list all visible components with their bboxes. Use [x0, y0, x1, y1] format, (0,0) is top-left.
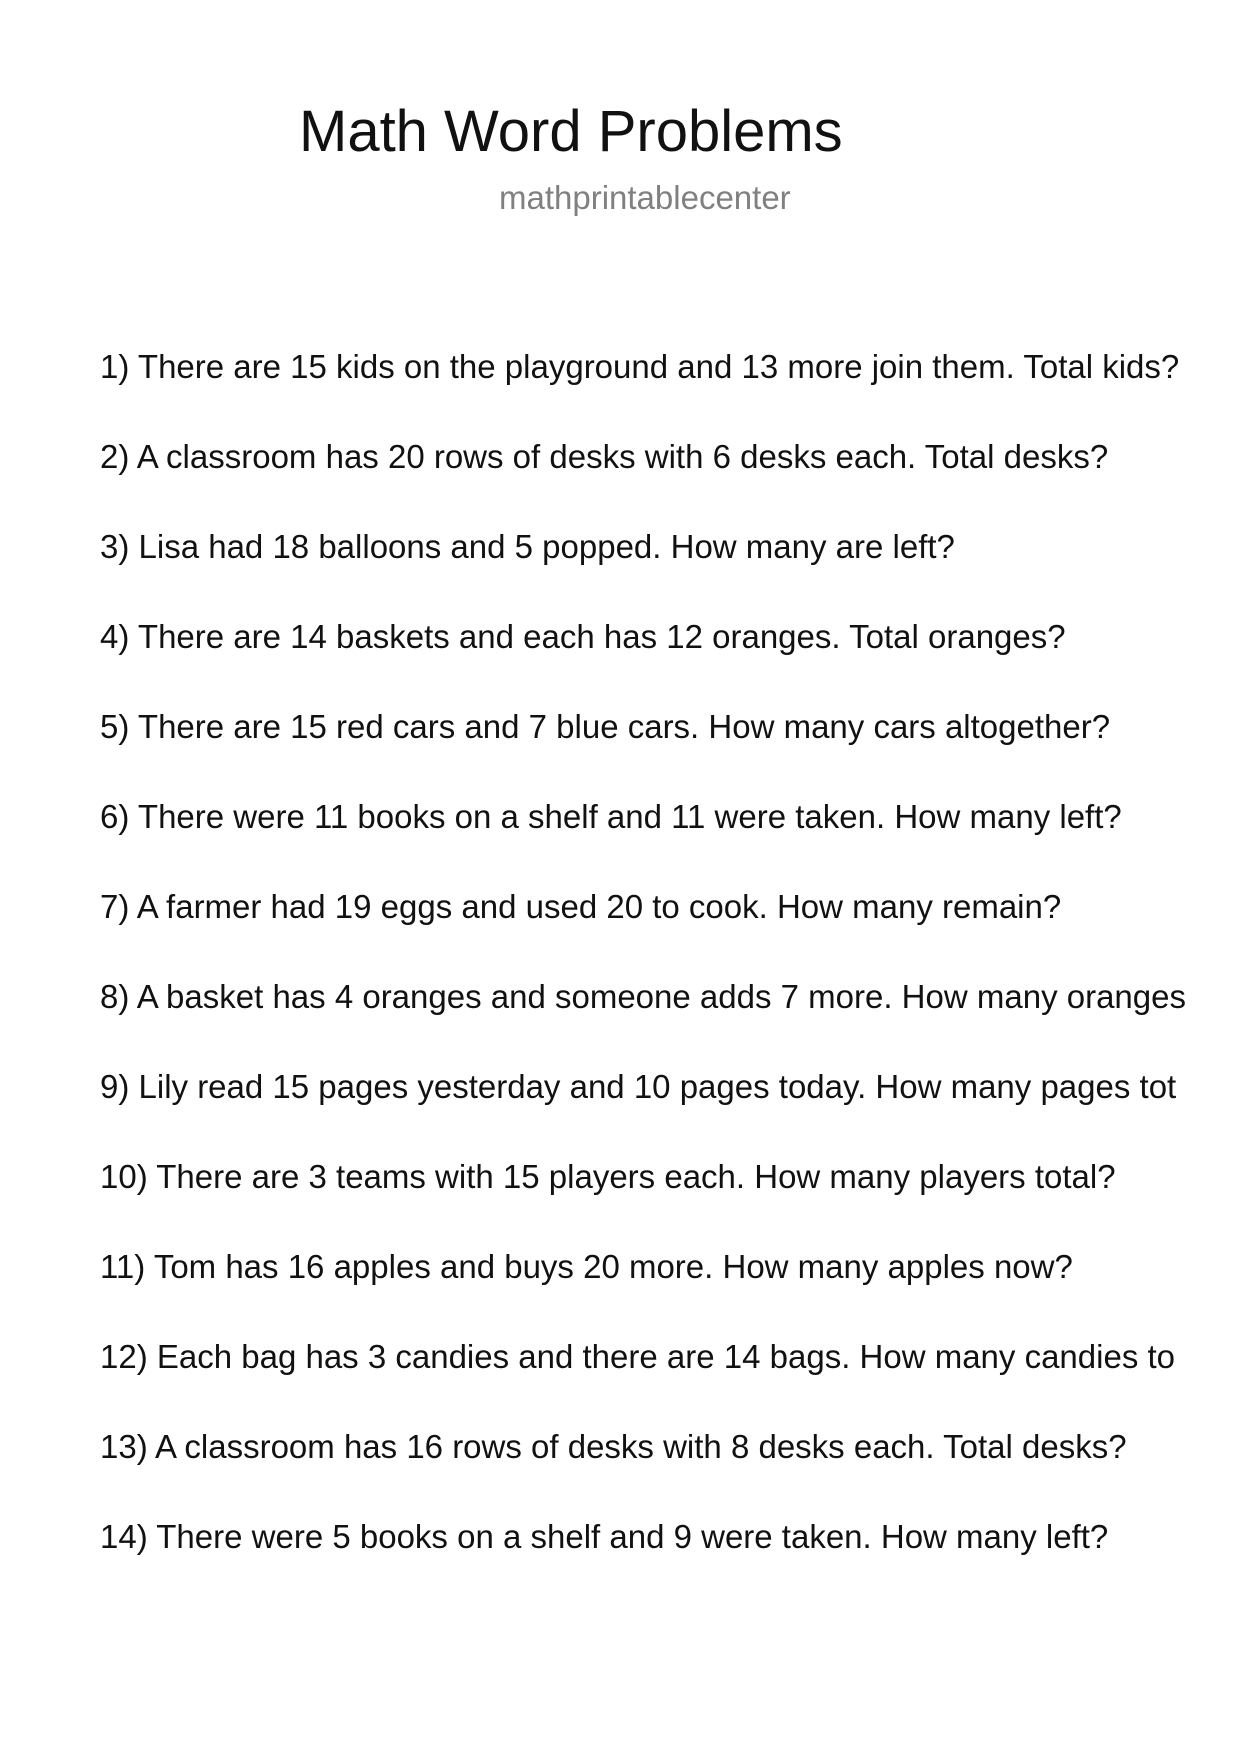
problem-item: 11) Tom has 16 apples and buys 20 more. How many apples now?	[100, 1248, 1073, 1285]
problem-item: 4) There are 14 baskets and each has 12 oranges. Total oranges?	[100, 618, 1066, 655]
problem-item: 13) A classroom has 16 rows of desks with 8 desks each. Total desks?	[100, 1428, 1127, 1465]
problem-item: 14) There were 5 books on a shelf and 9 were taken. How many left?	[100, 1518, 1109, 1555]
problem-item: 6) There were 11 books on a shelf and 11 were taken. How many left?	[100, 798, 1122, 835]
problem-item: 5) There are 15 red cars and 7 blue cars. How many cars altogether?	[100, 708, 1111, 745]
problem-item: 7) A farmer had 19 eggs and used 20 to cook. How many remain?	[100, 888, 1062, 925]
problem-item: 1) There are 15 kids on the playground and 13 more join them. Total kids?	[100, 348, 1180, 385]
problem-item: 12) Each bag has 3 candies and there are 14 bags. How many candies to	[100, 1338, 1176, 1375]
problem-item: 9) Lily read 15 pages yesterday and 10 pages today. How many pages tot	[100, 1068, 1177, 1105]
problem-item: 8) A basket has 4 oranges and someone adds 7 more. How many oranges	[100, 978, 1186, 1015]
source-subtitle: mathprintablecenter	[499, 179, 791, 216]
problem-item: 10) There are 3 teams with 15 players each. How many players total?	[100, 1158, 1116, 1195]
problem-list	[100, 347, 1240, 1607]
problem-item: 3) Lisa had 18 balloons and 5 popped. How many are left?	[100, 528, 955, 565]
problem-item: 2) A classroom has 20 rows of desks with 6 desks each. Total desks?	[100, 438, 1109, 475]
page-title: Math Word Problems	[299, 99, 843, 164]
